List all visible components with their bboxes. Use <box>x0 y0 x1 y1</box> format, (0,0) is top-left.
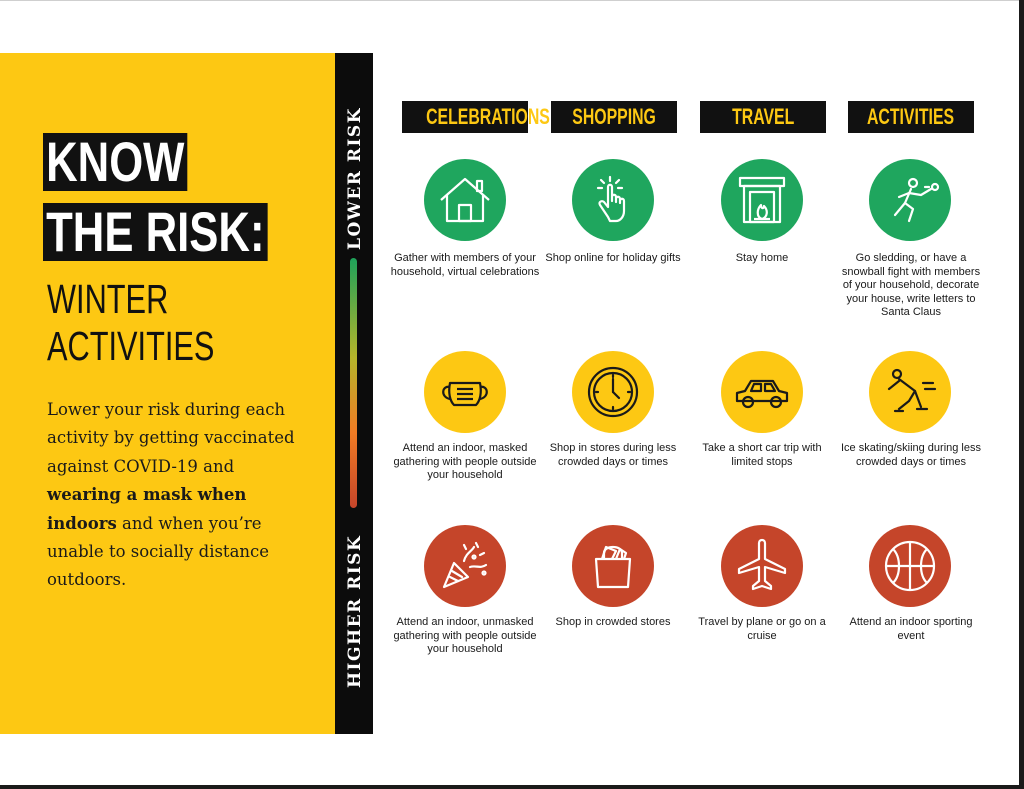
face-mask-icon <box>424 351 506 433</box>
clock-icon <box>572 351 654 433</box>
caption-celebrations-lower: Gather with members of your household, virtual celebrations <box>390 252 540 278</box>
caption-travel-medium: Take a short car trip with limited stops <box>702 442 822 468</box>
caption-activities-lower: Go sledding, or have a snowball fight with members of your household, decorate your house, write letters to Santa Claus <box>841 252 981 318</box>
column-header-celebrations: CELEBRATIONS <box>402 101 528 133</box>
intro-part-2: and when you’re unable to socially distance outdoors. <box>47 513 270 590</box>
airplane-icon <box>721 525 803 607</box>
title-line-2: THE RISK: <box>43 203 268 261</box>
fireplace-icon <box>721 159 803 241</box>
caption-travel-lower: Stay home <box>735 252 789 264</box>
caption-travel-higher: Travel by plane or go on a cruise <box>698 616 826 642</box>
car-icon <box>721 351 803 433</box>
subtitle-line-1: WINTER <box>47 276 169 322</box>
column-header-shopping: SHOPPING <box>551 101 677 133</box>
title-line-1: KNOW <box>43 133 188 191</box>
subtitle-line-2: ACTIVITIES <box>47 323 215 369</box>
risk-gradient <box>350 258 357 508</box>
shopping-bag-icon <box>572 525 654 607</box>
caption-shopping-medium: Shop in stores during less crowded days or times <box>549 442 677 468</box>
intro-emphasis: wearing a mask when indoors <box>47 485 247 533</box>
caption-shopping-lower: Shop online for holiday gifts <box>545 252 681 264</box>
caption-activities-higher: Attend an indoor sporting event <box>849 616 973 642</box>
column-header-activities: ACTIVITIES <box>848 101 974 133</box>
pointing-hand-icon <box>572 159 654 241</box>
intro-text <box>47 396 307 595</box>
right-border <box>1019 0 1024 789</box>
top-border <box>0 0 1024 1</box>
party-popper-icon <box>424 525 506 607</box>
intro-part-1: Lower your risk during each activity by getting vaccinated against COVID-19 and <box>47 400 295 476</box>
basketball-icon <box>869 525 951 607</box>
column-header-travel: TRAVEL <box>700 101 826 133</box>
caption-celebrations-higher: Attend an indoor, unmasked gathering with people outside your household <box>393 616 537 655</box>
ice-skater-icon <box>869 351 951 433</box>
snowball-throw-icon <box>869 159 951 241</box>
bottom-border <box>0 785 1024 789</box>
caption-shopping-higher: Shop in crowded stores <box>555 616 671 628</box>
house-icon <box>424 159 506 241</box>
higher-risk-label: HIGHER RISK <box>345 534 365 688</box>
caption-activities-medium: Ice skating/skiing during less crowded days or times <box>840 442 981 468</box>
caption-celebrations-medium: Attend an indoor, masked gathering with people outside your household <box>393 442 537 481</box>
lower-risk-label: LOWER RISK <box>345 107 365 250</box>
